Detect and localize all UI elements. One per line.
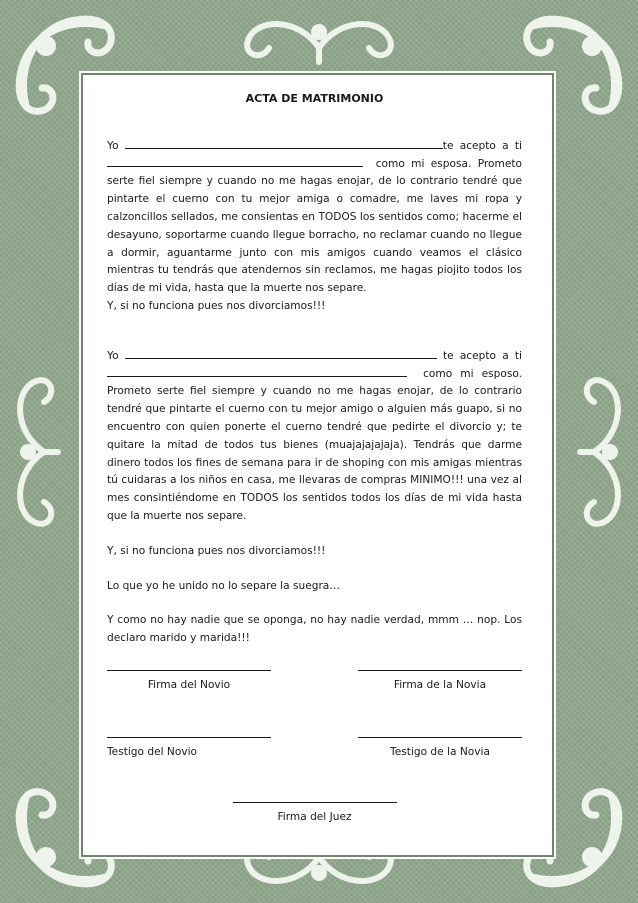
vow-groom-text: serte fiel siempre y cuando no me hagas enojar, de lo contrario tendré que pintarte el cuerno con tu mejor amiga o comadre, me laves mi ropa y calzoncillos sellados, me consientas en TODOS los sentidos como; hacerme el desayuno, soportarme cuando llegue borracho, no reclamar cuando no llegue a dormir, aguantarme junto con mis amigos cuando veamos el clásico mientras tu tendrás que atendernos sin reclamos, me hagas piojito todos los días de mi vida, hasta que la muerte nos separe. [107, 175, 522, 295]
vow-groom-yo: Yo [107, 139, 119, 152]
vow-bride-as: como mi esposo. [423, 367, 522, 380]
vow-groom [107, 138, 522, 316]
vow-bride [107, 348, 522, 526]
right-center-ornament [574, 352, 634, 552]
vow-bride-text: Prometo serte fiel siempre y cuando no me hagas enojar, de lo contrario tendré que pintarte el cuerno con tu mejor amigo o alguien más guapo, si no encuentro con quien ponerte el cuerno tendré que pedirte el divorcio y; te quitare la mitad de todos tus bienes (muajajajajaja). Tendrás que darme dinero todos los fines de semana para ir de shoping con mis amigas mientras tú cuidaras a los niños en casa, me llevaras de compras MINIMO!!! una vez al mes consintiéndome en TODOS los sentidos todos los días de mi vida hasta que la muerte nos separe. [107, 385, 522, 522]
document-title: ACTA DE MATRIMONIO [245, 92, 384, 105]
groom-signature-label: Firma del Novio [147, 678, 231, 691]
groom-witness-label: Testigo del Novio [107, 745, 198, 758]
judge-signature [233, 802, 397, 827]
groom-name-blank [125, 138, 443, 149]
declaration-line: Y como no hay nadie que se oponga, no hay nadie verdad, mmm … nop. Los declaro marido y marida!!! [107, 614, 522, 645]
signature-line [107, 670, 271, 671]
signature-line [358, 670, 522, 671]
signature-line [107, 737, 271, 738]
vow-groom-accept: te acepto a ti [442, 139, 522, 152]
signature-row-witnesses [107, 737, 522, 762]
divorce-line: Y, si no funciona pues nos divorciamos!!! [107, 544, 326, 557]
judge-signature-label: Firma del Juez [277, 810, 352, 823]
mother-in-law-line: Lo que yo he unido no lo separe la suegra… [107, 579, 340, 592]
bride-own-name-blank [125, 348, 437, 359]
bride-signature-label: Firma de la Novia [393, 678, 487, 691]
bride-signature [358, 670, 522, 695]
signature-line [233, 802, 397, 803]
bride-witness-signature [358, 737, 522, 762]
document-content [107, 90, 522, 826]
vow-groom-as: como mi esposa. Prometo [375, 157, 522, 170]
vow-groom-end: Y, si no funciona pues nos divorciamos!!! [107, 299, 326, 312]
vow-bride-accept: te acepto a ti [442, 349, 522, 362]
bride-name-blank [107, 156, 363, 167]
top-center-ornament [219, 8, 419, 68]
groom-witness-signature [107, 737, 271, 762]
signature-row-couple [107, 670, 522, 695]
signature-row-judge [107, 802, 522, 827]
vow-bride-yo: Yo [107, 349, 119, 362]
groom-signature [107, 670, 271, 695]
signature-line [358, 737, 522, 738]
groom-own-name-blank [107, 366, 407, 377]
bride-witness-label: Testigo de la Novia [390, 745, 490, 758]
left-center-ornament [4, 352, 64, 552]
